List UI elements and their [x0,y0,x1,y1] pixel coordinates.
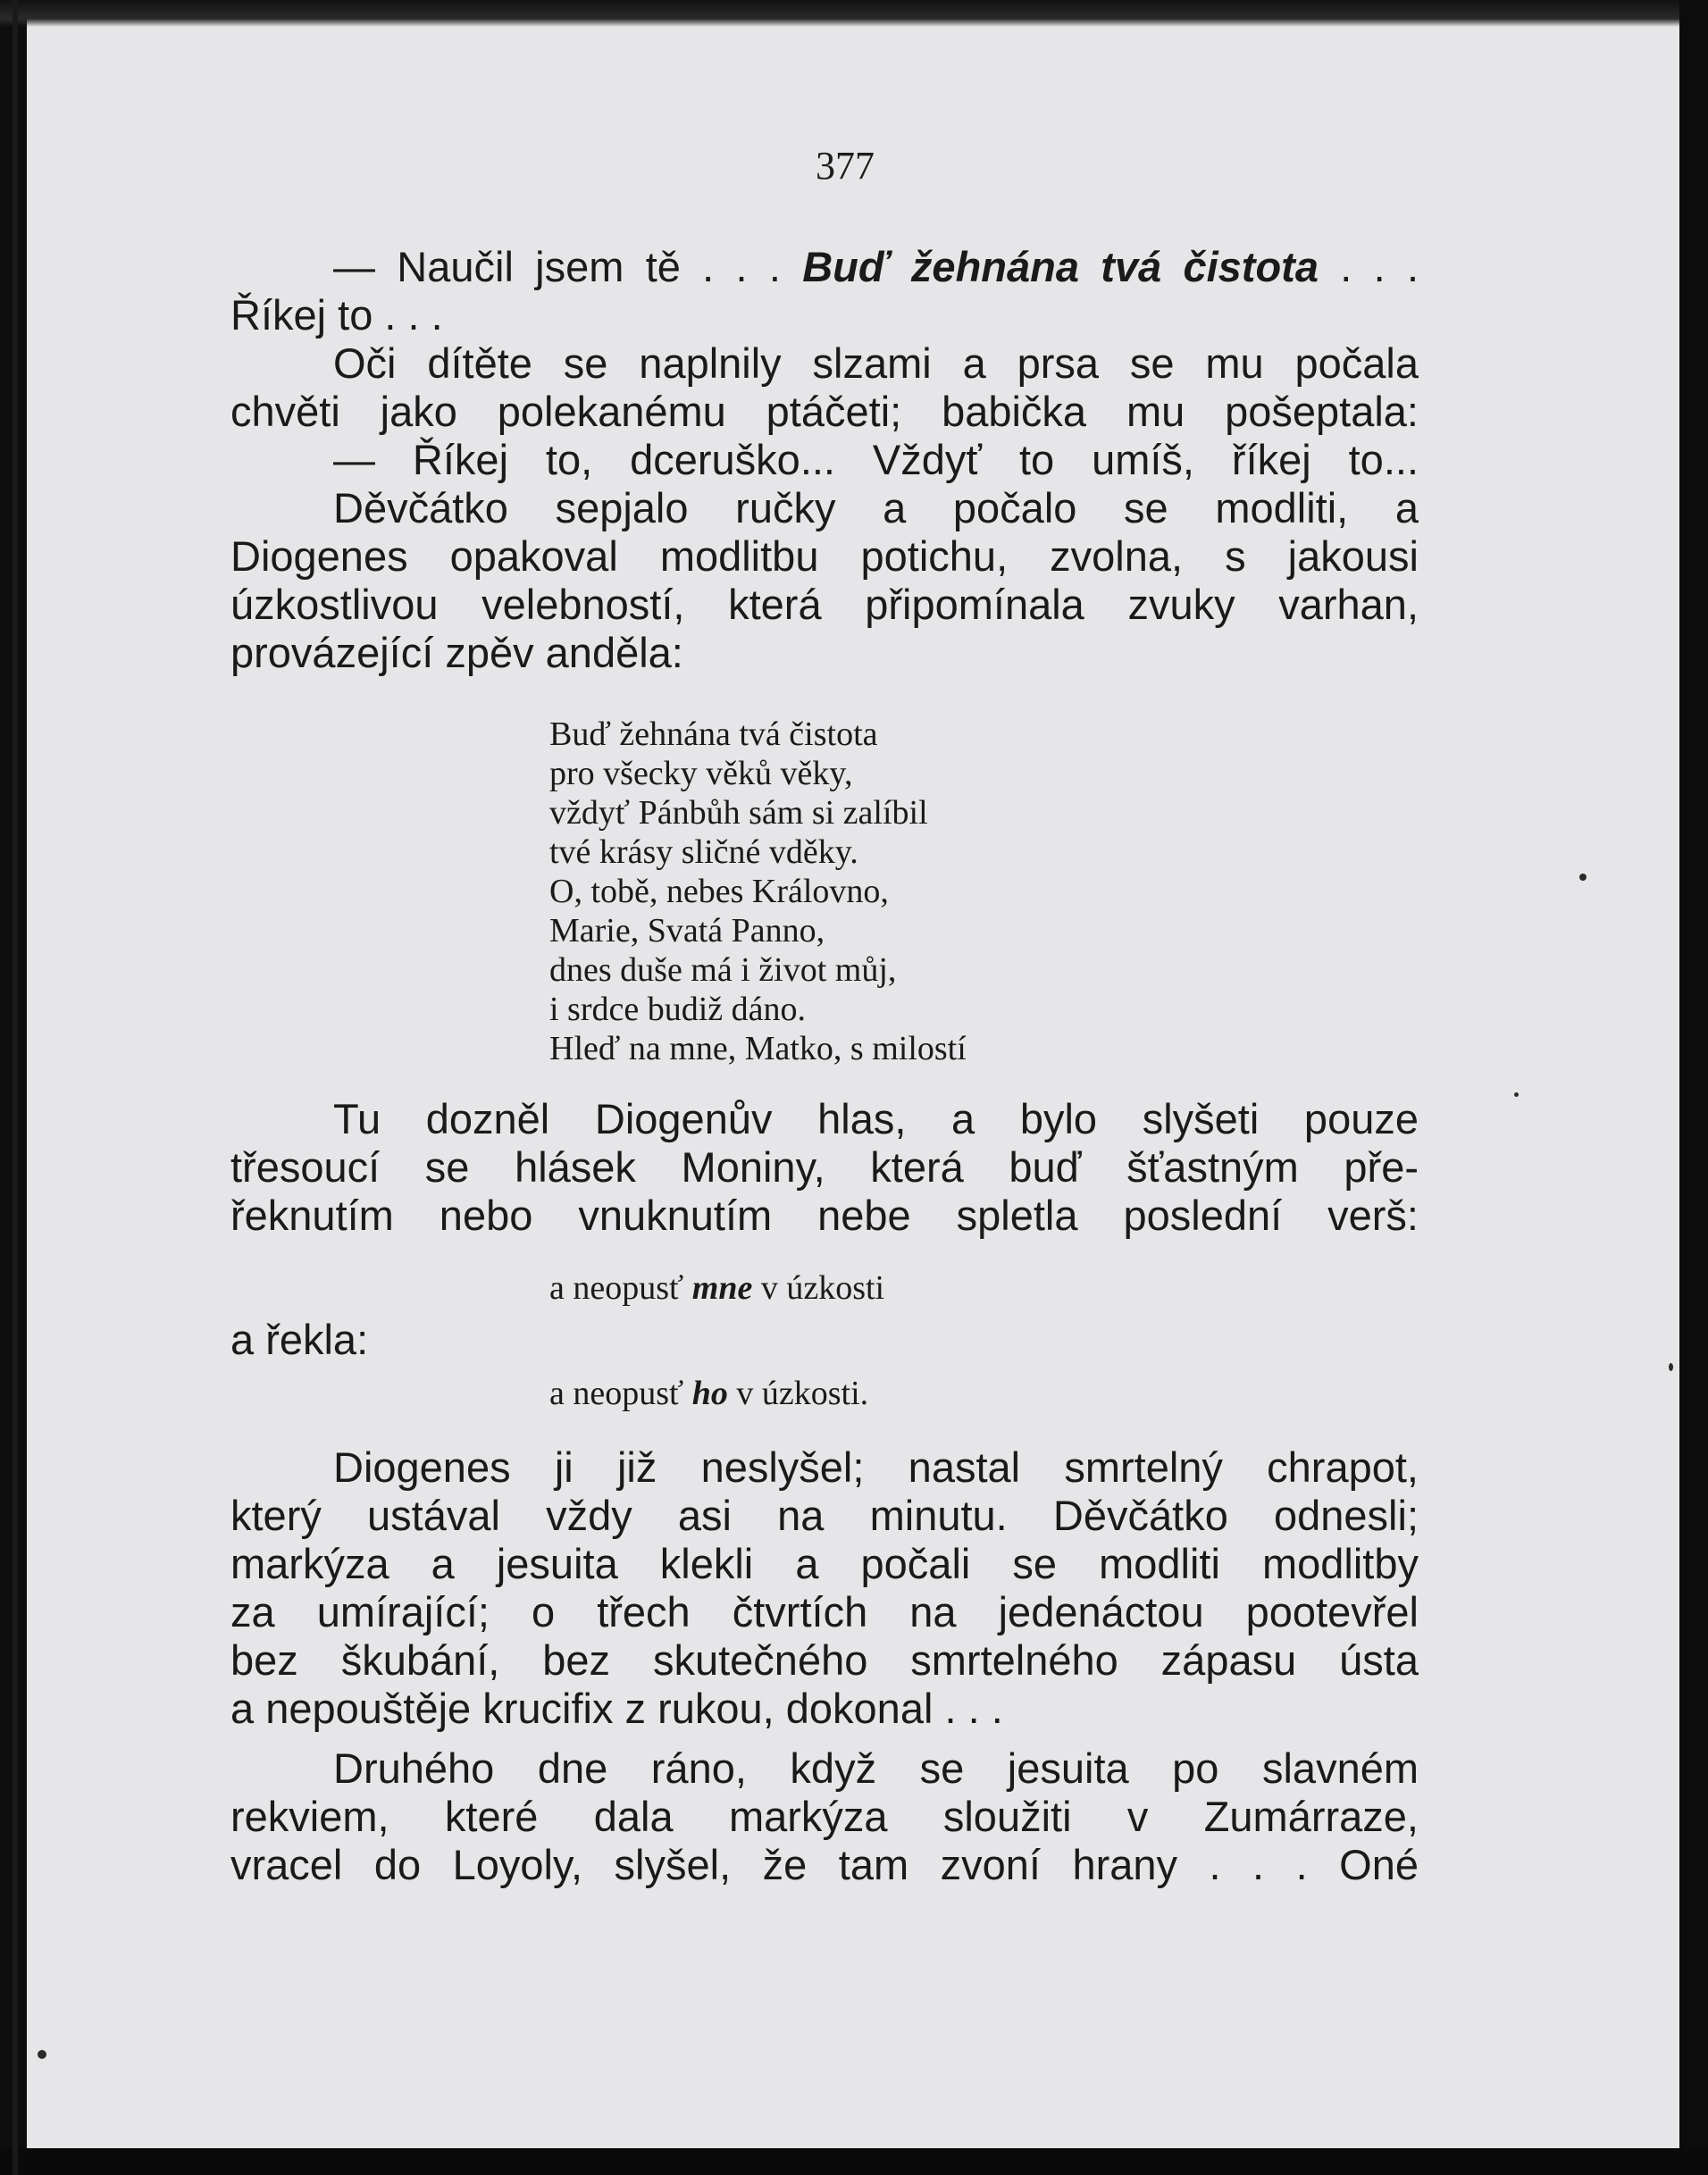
verse-line: vždyť Pánbůh sám si zalíbil [549,794,928,832]
verse-variant-1: a neopusť mne v úzkosti [549,1269,885,1307]
book-page [27,0,1708,2175]
scan-speck [1514,1092,1519,1097]
text-line: Diogenes ji již neslyšel; nastal smrtelný chrapot, [333,1443,1419,1491]
text-line: vracel do Loyoly, slyšel, že tam zvoní hrany . . . Oné [230,1841,1419,1888]
text-line: který ustával vždy asi na minutu. Děvčátko odnesli; [230,1492,1419,1539]
text-line: Říkej to . . . [230,291,443,339]
verse-block [549,715,967,1068]
paragraph-block-2 [230,1095,1419,1240]
verse-line: Buď žehnána tvá čistota [549,715,878,753]
text-line: — Naučil jsem tě . . . Buď žehnána tvá čistota . . . [333,243,1419,290]
text-line: řeknutím nebo vnuknutím nebe spletla poslední verš: [230,1192,1419,1239]
paragraph-block-4 [230,1744,1419,1889]
verse-line: i srdce budiž dáno. [549,991,807,1028]
verse-line: Hleď na mne, Matko, s milostí [549,1030,967,1067]
text-line: — Říkej to, dceruško... Vždyť to umíš, říkej to... [333,436,1419,483]
text-line: za umírající; o třech čtvrtích na jedenáctou pootevřel [230,1588,1419,1635]
text-line: rekviem, které dala markýza sloužiti v Zumárraze, [230,1793,1419,1840]
scan-border-right [1679,0,1708,2175]
verse-variant-2: a neopusť ho v úzkosti. [549,1375,869,1412]
scan-border-top [0,0,1708,27]
text-line: chvěti jako polekanému ptáčeti; babička mu pošeptala: [230,388,1419,435]
scan-speck [38,2050,46,2059]
page-number: 377 [816,144,875,188]
verse-line: dnes duše má i život můj, [549,951,897,989]
text-line: Děvčátko sepjalo ručky a počalo se modliti, a [333,484,1419,531]
verse-line: Marie, Svatá Panno, [549,912,825,949]
text-line: úzkostlivou velebností, která připomínala zvuky varhan, [230,581,1419,628]
text-line: provázející zpěv anděla: [230,629,683,676]
text-line: Oči dítěte se naplnily slzami a prsa se mu počala [333,339,1419,387]
text-line: třesoucí se hlásek Moniny, která buď šťastným pře- [230,1143,1419,1191]
text-line: Tu dozněl Diogenův hlas, a bylo slyšeti pouze [333,1095,1419,1142]
text-line: markýza a jesuita klekli a počali se modliti modlitby [230,1540,1419,1587]
scan-border-bottom [0,2148,1708,2175]
verse-line: tvé krásy sličné vděky. [549,833,858,871]
scan-speck [1579,874,1587,881]
verse-line: O, tobě, nebes Královno, [549,873,889,910]
said-line: a řekla: [230,1316,369,1363]
text-line: a nepouštěje krucifix z rukou, dokonal . . . [230,1685,1003,1732]
text-line: bez škubání, bez skutečného smrtelného zápasu ústa [230,1636,1419,1684]
scan-border-left [13,0,18,2175]
paragraph-block-1 [230,243,1419,677]
text-line: Druhého dne ráno, když se jesuita po slavném [333,1744,1419,1792]
verse-line: pro všecky věků věky, [549,755,853,792]
scan-speck [1669,1363,1673,1371]
text-line: Diogenes opakoval modlitbu potichu, zvolna, s jakousi [230,532,1419,580]
paragraph-block-3 [230,1443,1419,1733]
